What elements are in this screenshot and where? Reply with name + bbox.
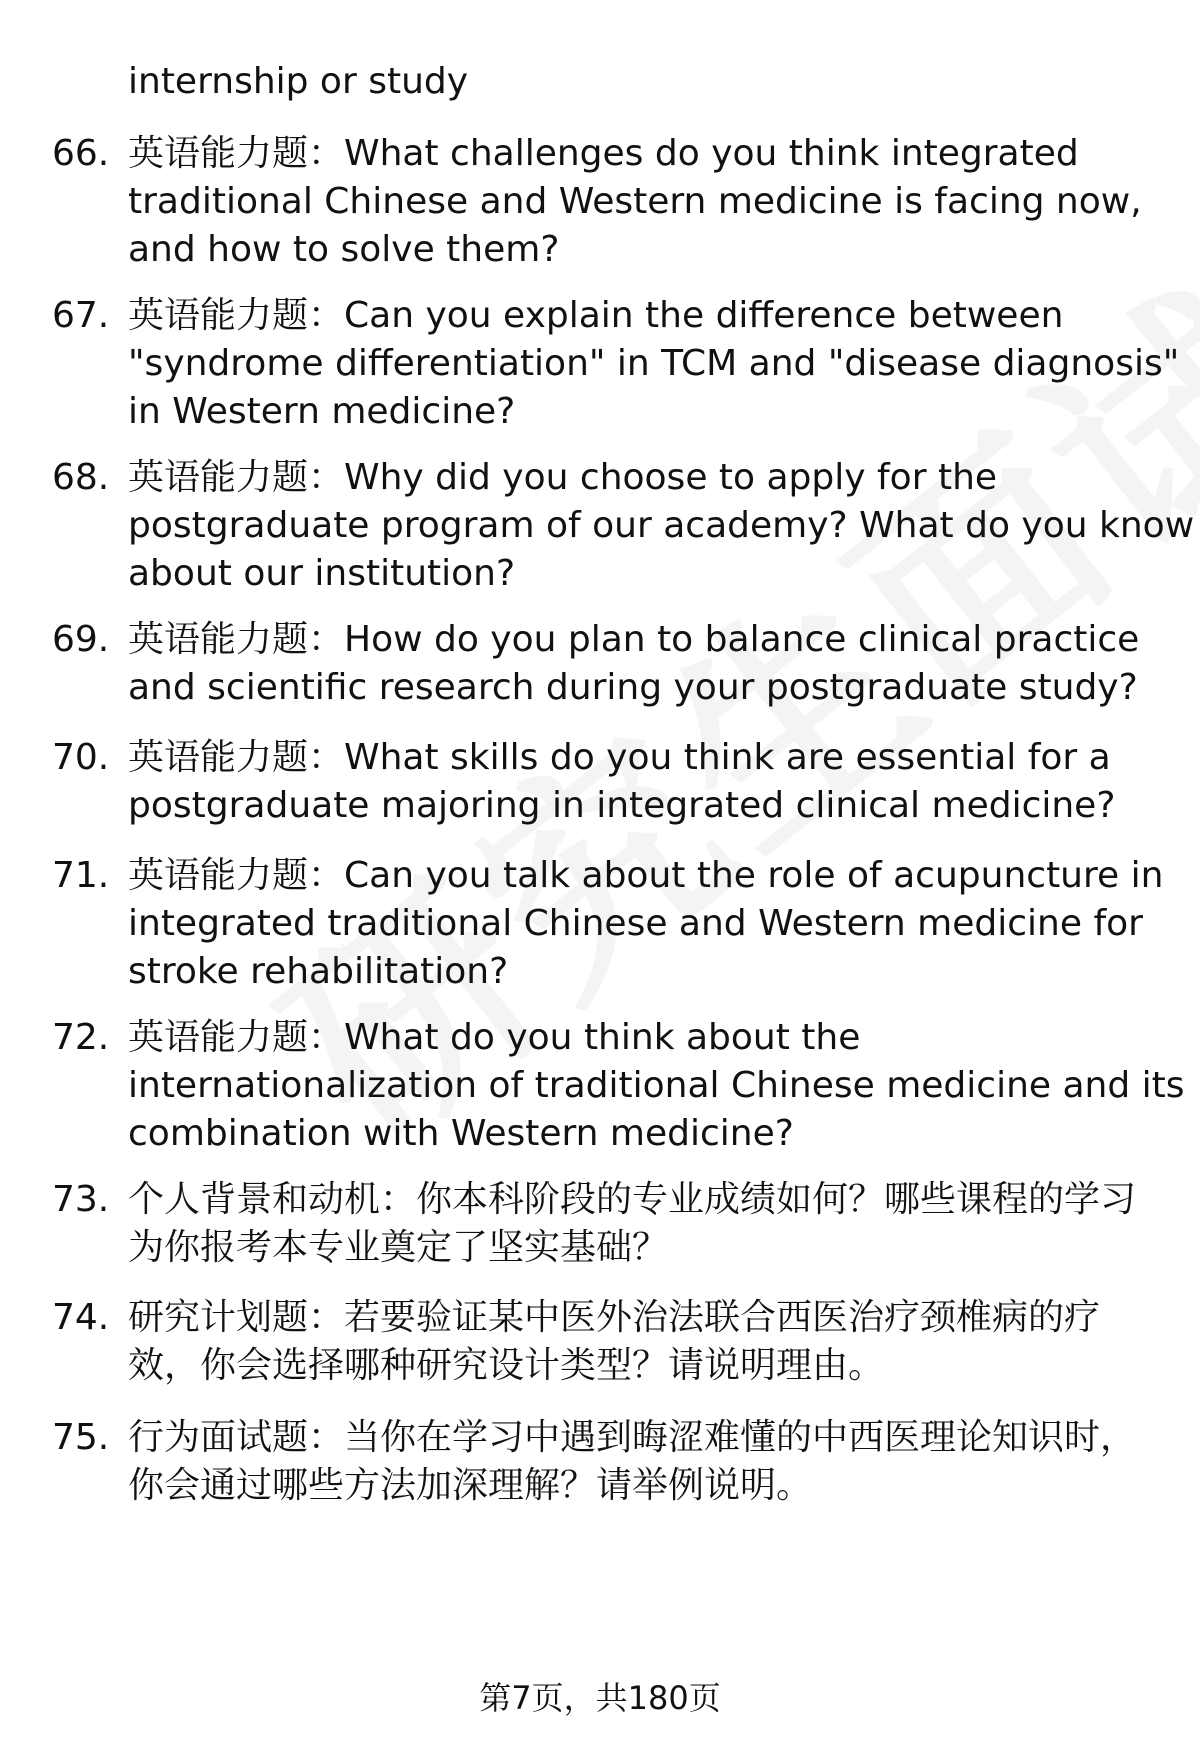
carry-over-line: internship or study (128, 61, 469, 102)
question-line: stroke rehabilitation? (128, 951, 509, 992)
question-line: 行为面试题：当你在学习中遇到晦涩难懂的中西医理论知识时， (128, 1417, 1137, 1458)
question-line: 英语能力题：Can you talk about the role of acupuncture in (128, 855, 1164, 896)
question-text (128, 1176, 1168, 1272)
question-line: 为你报考本专业奠定了坚实基础？ (128, 1227, 669, 1268)
question-number: 68. (52, 457, 110, 498)
question-number: 73. (52, 1179, 110, 1220)
question-text (128, 130, 1168, 274)
question-line: in Western medicine? (128, 391, 516, 432)
question-line: 效，你会选择哪种研究设计类型？请说明理由。 (128, 1345, 885, 1386)
question-line: combination with Western medicine? (128, 1113, 794, 1154)
question-text (128, 1294, 1168, 1390)
question-number: 69. (52, 619, 110, 660)
question-line: "syndrome differentiation" in TCM and "disease diagnosis" (128, 343, 1180, 384)
question-number: 71. (52, 855, 110, 896)
question-line: internationalization of traditional Chinese medicine and its (128, 1065, 1185, 1106)
question-text (128, 1014, 1185, 1158)
question-line: 研究计划题：若要验证某中医外治法联合西医治疗颈椎病的疗 (128, 1297, 1101, 1338)
question-line: and scientific research during your postgraduate study? (128, 667, 1138, 708)
question-text (128, 454, 1195, 598)
question-text (128, 616, 1168, 712)
question-line: integrated traditional Chinese and Western medicine for (128, 903, 1143, 944)
question-line: 英语能力题：How do you plan to balance clinical practice (128, 619, 1140, 660)
question-line: 英语能力题：Why did you choose to apply for the (128, 457, 998, 498)
question-line: postgraduate program of our academy? What do you know (128, 505, 1195, 546)
question-text (128, 292, 1180, 436)
question-line: 个人背景和动机：你本科阶段的专业成绩如何？哪些课程的学习 (128, 1179, 1137, 1220)
question-number: 75. (52, 1417, 110, 1458)
question-line: traditional Chinese and Western medicine is facing now, (128, 181, 1142, 222)
question-line: 英语能力题：What do you think about the (128, 1017, 861, 1058)
question-line: 英语能力题：Can you explain the difference between (128, 295, 1064, 336)
question-line: about our institution? (128, 553, 516, 594)
question-number: 66. (52, 133, 110, 174)
question-number: 67. (52, 295, 110, 336)
question-text (128, 852, 1168, 996)
question-line: and how to solve them? (128, 229, 560, 270)
question-number: 70. (52, 737, 110, 778)
question-number: 74. (52, 1297, 110, 1338)
question-line: postgraduate majoring in integrated clinical medicine? (128, 785, 1116, 826)
question-line: 英语能力题：What skills do you think are essential for a (128, 737, 1111, 778)
question-number: 72. (52, 1017, 110, 1058)
question-line: 你会通过哪些方法加深理解？请举例说明。 (128, 1465, 813, 1506)
question-text (128, 734, 1168, 830)
page-footer: 第7页，共180页 (479, 1679, 721, 1717)
question-text (128, 1414, 1168, 1510)
question-line: 英语能力题：What challenges do you think integrated (128, 133, 1079, 174)
